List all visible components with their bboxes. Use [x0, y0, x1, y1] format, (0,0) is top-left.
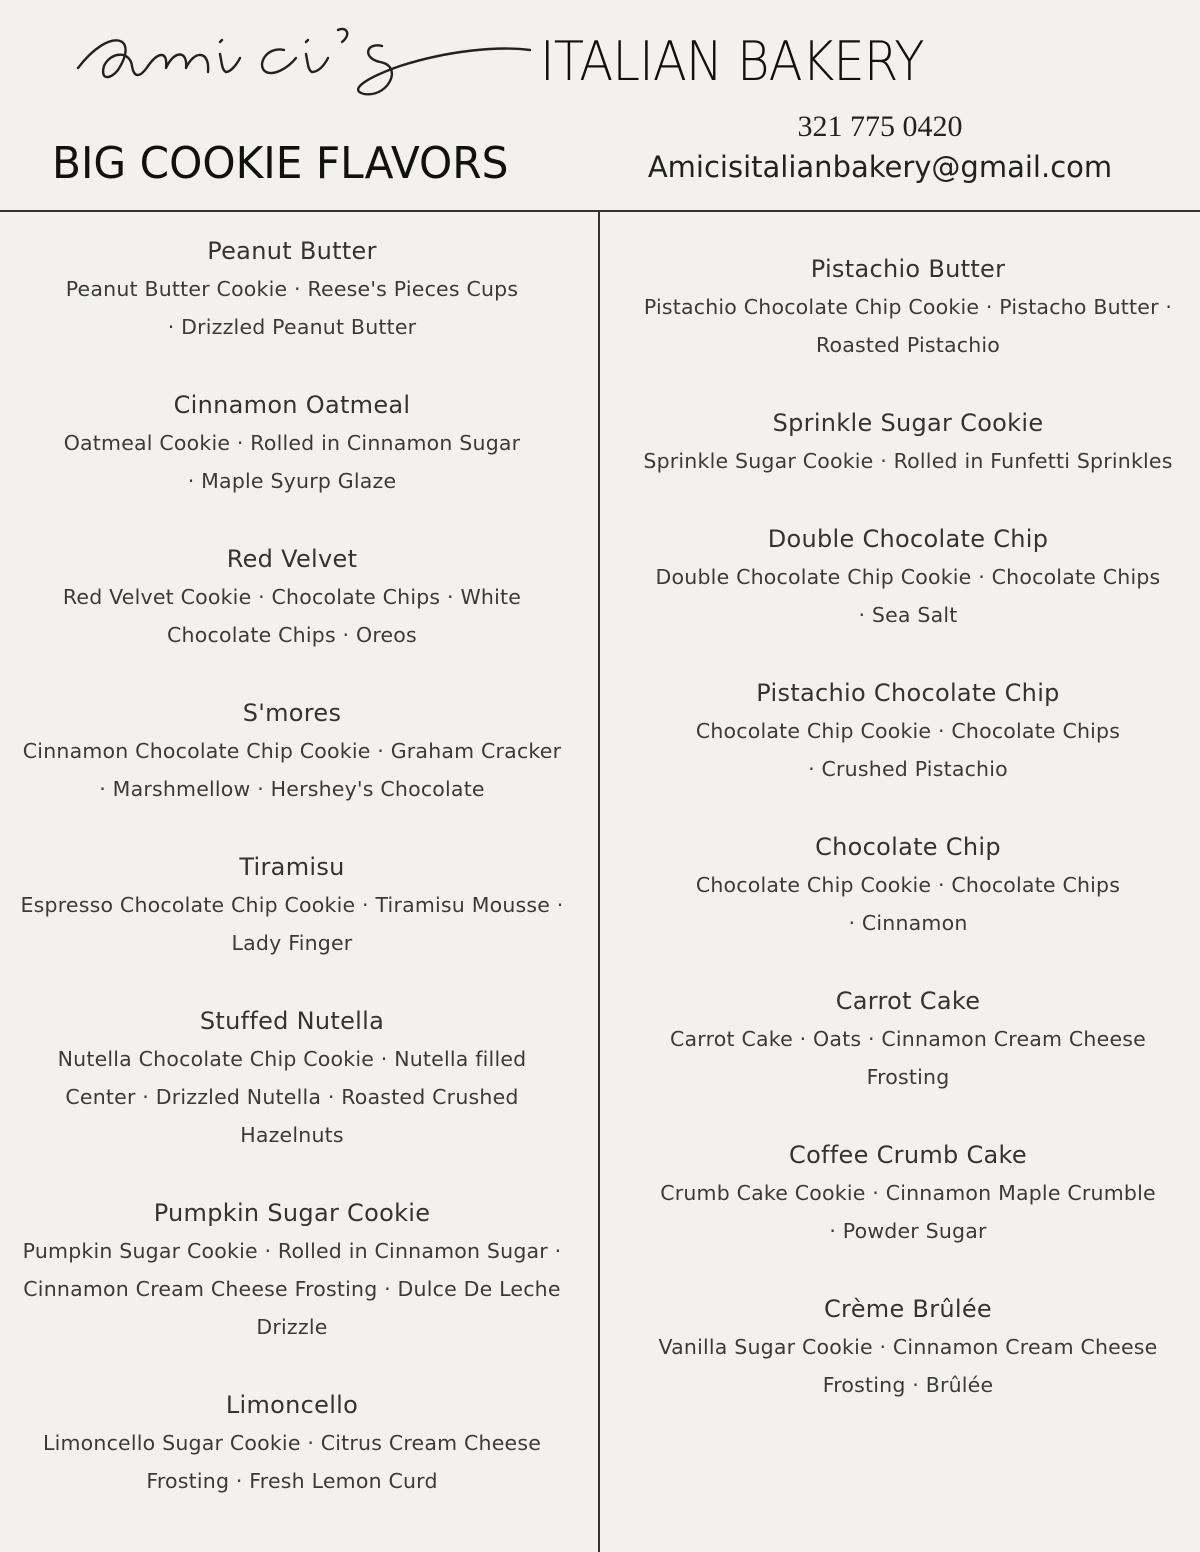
description-line: · Drizzled Peanut Butter: [167, 315, 417, 339]
flavor-item: [12, 387, 572, 500]
flavor-item: [630, 521, 1186, 634]
flavor-item: [12, 1003, 572, 1154]
flavor-name: Pistachio Butter: [810, 255, 1006, 283]
description-line: Red Velvet Cookie · Chocolate Chips · White: [62, 585, 522, 609]
flavor-description: [12, 1424, 572, 1500]
flavor-description: [630, 866, 1186, 942]
flavor-name: Pistachio Chocolate Chip: [756, 679, 1060, 707]
flavor-item: [12, 541, 572, 654]
description-line: Crumb Cake Cookie · Cinnamon Maple Crumble: [660, 1181, 1156, 1205]
flavor-item: [12, 849, 572, 962]
flavor-description: [12, 578, 572, 654]
description-line: · Sea Salt: [858, 603, 958, 627]
description-line: Frosting · Brûlée: [822, 1373, 994, 1397]
left-flavor-column: [12, 233, 572, 1541]
flavor-item: [12, 695, 572, 808]
flavor-name: Chocolate Chip: [815, 833, 1001, 861]
flavor-description: [630, 1328, 1186, 1404]
description-line: Roasted Pistachio: [815, 333, 1001, 357]
flavor-description: [12, 1232, 572, 1346]
flavor-name: Cinnamon Oatmeal: [173, 391, 411, 419]
menu-title: BIG COOKIE FLAVORS: [52, 138, 509, 189]
description-line: Peanut Butter Cookie · Reese's Pieces Cups: [65, 277, 519, 301]
flavor-name: Sprinkle Sugar Cookie: [772, 409, 1044, 437]
flavor-name: Crème Brûlée: [824, 1295, 992, 1323]
header-divider: [0, 210, 1200, 212]
amicis-script-logo: [70, 6, 540, 106]
flavor-description: [12, 270, 572, 346]
email-address: Amicisitalianbakery@gmail.com: [647, 150, 1113, 184]
flavor-item: [12, 1387, 572, 1500]
description-line: Nutella Chocolate Chip Cookie · Nutella filled: [57, 1047, 527, 1071]
flavor-name: S'mores: [242, 699, 342, 727]
description-line: Espresso Chocolate Chip Cookie · Tiramisu Mousse ·: [20, 893, 564, 917]
description-line: Oatmeal Cookie · Rolled in Cinnamon Sugar: [63, 431, 521, 455]
description-line: · Marshmellow · Hershey's Chocolate: [99, 777, 485, 801]
flavor-item: [630, 405, 1186, 480]
flavor-item: [630, 829, 1186, 942]
flavor-description: [630, 712, 1186, 788]
flavor-item: [12, 233, 572, 346]
description-line: Cinnamon Chocolate Chip Cookie · Graham Cracker: [22, 739, 562, 763]
description-line: Center · Drizzled Nutella · Roasted Crushed: [65, 1085, 519, 1109]
description-line: Hazelnuts: [240, 1123, 344, 1147]
description-line: · Cinnamon: [848, 911, 968, 935]
description-line: Limoncello Sugar Cookie · Citrus Cream Cheese: [42, 1431, 542, 1455]
flavor-description: [630, 288, 1186, 364]
flavor-name: Double Chocolate Chip: [767, 525, 1049, 553]
description-line: Chocolate Chip Cookie · Chocolate Chips: [695, 873, 1121, 897]
description-line: Vanilla Sugar Cookie · Cinnamon Cream Cheese: [658, 1335, 1158, 1359]
flavor-item: [630, 675, 1186, 788]
flavor-item: [630, 1137, 1186, 1250]
flavor-description: [12, 732, 572, 808]
description-line: Frosting · Fresh Lemon Curd: [146, 1469, 438, 1493]
description-line: Chocolate Chip Cookie · Chocolate Chips: [695, 719, 1121, 743]
description-line: Cinnamon Cream Cheese Frosting · Dulce De Leche: [23, 1277, 561, 1301]
flavor-name: Peanut Butter: [207, 237, 377, 265]
description-line: · Maple Syurp Glaze: [187, 469, 397, 493]
flavor-description: [630, 442, 1186, 480]
flavor-item: [12, 1195, 572, 1346]
flavor-item: [630, 251, 1186, 364]
flavor-name: Pumpkin Sugar Cookie: [153, 1199, 431, 1227]
flavor-description: [12, 886, 572, 962]
description-line: · Crushed Pistachio: [808, 757, 1008, 781]
flavor-description: [12, 1040, 572, 1154]
phone-number: 321 775 0420: [797, 110, 963, 143]
flavor-name: Red Velvet: [226, 545, 358, 573]
right-flavor-column: [630, 251, 1186, 1445]
description-line: Drizzle: [256, 1315, 328, 1339]
description-line: Sprinkle Sugar Cookie · Rolled in Funfetti Sprinkles: [643, 449, 1173, 473]
flavor-description: [630, 1020, 1186, 1096]
flavor-item: [630, 983, 1186, 1096]
flavor-name: Coffee Crumb Cake: [789, 1141, 1027, 1169]
description-line: Pumpkin Sugar Cookie · Rolled in Cinnamon Sugar ·: [22, 1239, 562, 1263]
description-line: Carrot Cake · Oats · Cinnamon Cream Cheese: [670, 1027, 1146, 1051]
description-line: Chocolate Chips · Oreos: [167, 623, 417, 647]
description-line: Lady Finger: [231, 931, 353, 955]
brand-name: ITALIAN BAKERY: [540, 30, 924, 93]
description-line: · Powder Sugar: [829, 1219, 987, 1243]
flavor-description: [12, 424, 572, 500]
description-line: Frosting: [866, 1065, 950, 1089]
flavor-name: Tiramisu: [239, 853, 345, 881]
flavor-item: [630, 1291, 1186, 1404]
flavor-name: Carrot Cake: [835, 987, 981, 1015]
flavor-name: Limoncello: [225, 1391, 359, 1419]
description-line: Pistachio Chocolate Chip Cookie · Pistacho Butter ·: [643, 295, 1173, 319]
flavor-name: Stuffed Nutella: [199, 1007, 385, 1035]
flavor-description: [630, 558, 1186, 634]
column-divider: [598, 211, 600, 1552]
description-line: Double Chocolate Chip Cookie · Chocolate Chips: [655, 565, 1161, 589]
flavor-description: [630, 1174, 1186, 1250]
